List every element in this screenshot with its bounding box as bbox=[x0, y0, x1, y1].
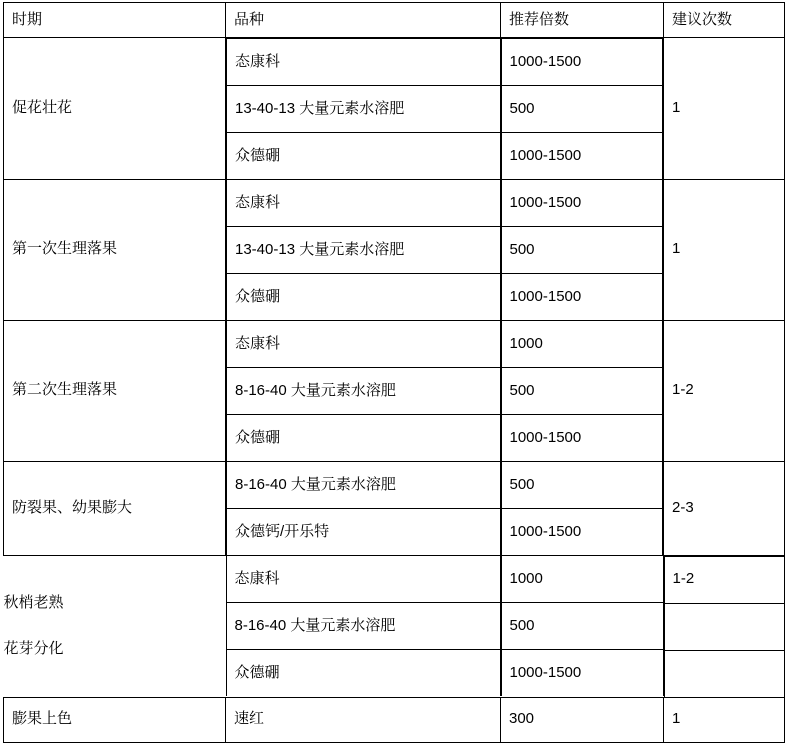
times-cell bbox=[664, 555, 785, 697]
table-row bbox=[4, 555, 785, 697]
times-spacer bbox=[664, 603, 784, 650]
times-cell: 1 bbox=[664, 697, 785, 742]
period-label: 第二次生理落果 bbox=[12, 381, 118, 399]
product-cell bbox=[226, 320, 501, 461]
dilution-cell bbox=[501, 179, 664, 320]
table-row bbox=[4, 461, 785, 555]
period-label: 促花壮花 bbox=[12, 99, 73, 117]
column-header-product: 品种 bbox=[226, 3, 501, 38]
period-label: 花芽分化 bbox=[3, 639, 64, 657]
product-cell bbox=[226, 697, 501, 742]
fertilizer-schedule-table bbox=[3, 2, 785, 743]
column-header-times: 建议次数 bbox=[664, 3, 785, 38]
dilution-item: 1000-1500 bbox=[501, 39, 663, 86]
dilution-item: 1000-1500 bbox=[501, 650, 663, 697]
table-row bbox=[4, 38, 785, 180]
dilution-item: 500 bbox=[501, 368, 663, 415]
period-cell bbox=[4, 320, 226, 461]
times-cell: 1-2 bbox=[664, 320, 785, 461]
product-item: 态康科 bbox=[226, 556, 500, 603]
product-item: 众德钙/开乐特 bbox=[227, 509, 501, 556]
dilution-item: 1000 bbox=[501, 321, 663, 368]
table-row bbox=[4, 697, 785, 742]
period-cell bbox=[4, 38, 226, 180]
dilution-item: 1000-1500 bbox=[501, 274, 663, 321]
dilution-cell bbox=[501, 38, 664, 180]
period-label: 膨果上色 bbox=[12, 710, 73, 728]
product-cell bbox=[226, 179, 501, 320]
table-row bbox=[4, 179, 785, 320]
dilution-cell bbox=[501, 461, 664, 555]
document-page bbox=[0, 2, 800, 728]
product-item: 众德硼 bbox=[227, 415, 501, 462]
product-item: 众德硼 bbox=[226, 650, 500, 697]
dilution-cell bbox=[501, 697, 664, 742]
period-cell bbox=[4, 555, 226, 697]
product-item: 态康科 bbox=[227, 321, 501, 368]
product-item: 13-40-13 大量元素水溶肥 bbox=[227, 227, 501, 274]
table-header-row bbox=[4, 3, 785, 38]
period-cell bbox=[4, 697, 226, 742]
times-value: 1-2 bbox=[664, 556, 784, 603]
times-cell: 2-3 bbox=[664, 461, 785, 555]
period-cell bbox=[4, 179, 226, 320]
column-header-dilution: 推荐倍数 bbox=[501, 3, 664, 38]
product-item: 8-16-40 大量元素水溶肥 bbox=[227, 462, 501, 509]
dilution-cell bbox=[501, 320, 664, 461]
dilution-item: 300 bbox=[509, 710, 535, 728]
product-item: 态康科 bbox=[227, 39, 501, 86]
dilution-item: 1000 bbox=[501, 556, 663, 603]
product-item: 8-16-40 大量元素水溶肥 bbox=[227, 368, 501, 415]
dilution-item: 1000-1500 bbox=[501, 509, 663, 556]
period-label: 防裂果、幼果膨大 bbox=[12, 498, 133, 516]
dilution-item: 500 bbox=[501, 86, 663, 133]
table-row bbox=[4, 320, 785, 461]
times-cell: 1 bbox=[664, 38, 785, 180]
period-cell bbox=[4, 461, 226, 555]
product-cell bbox=[226, 461, 501, 555]
dilution-item: 500 bbox=[501, 603, 663, 650]
product-cell bbox=[226, 555, 501, 697]
times-cell: 1 bbox=[664, 179, 785, 320]
times-spacer bbox=[664, 650, 784, 697]
product-item: 速红 bbox=[234, 710, 265, 728]
product-item: 态康科 bbox=[227, 180, 501, 227]
dilution-item: 500 bbox=[501, 462, 663, 509]
dilution-item: 500 bbox=[501, 227, 663, 274]
dilution-item: 1000-1500 bbox=[501, 133, 663, 180]
product-cell bbox=[226, 38, 501, 180]
dilution-cell bbox=[501, 555, 664, 697]
product-item: 众德硼 bbox=[227, 274, 501, 321]
dilution-item: 1000-1500 bbox=[501, 415, 663, 462]
column-header-period: 时期 bbox=[4, 3, 226, 38]
period-label: 秋梢老熟 bbox=[3, 593, 64, 611]
period-label: 第一次生理落果 bbox=[12, 240, 118, 258]
dilution-item: 1000-1500 bbox=[501, 180, 663, 227]
product-item: 众德硼 bbox=[227, 133, 501, 180]
product-item: 8-16-40 大量元素水溶肥 bbox=[226, 603, 500, 650]
product-item: 13-40-13 大量元素水溶肥 bbox=[227, 86, 501, 133]
